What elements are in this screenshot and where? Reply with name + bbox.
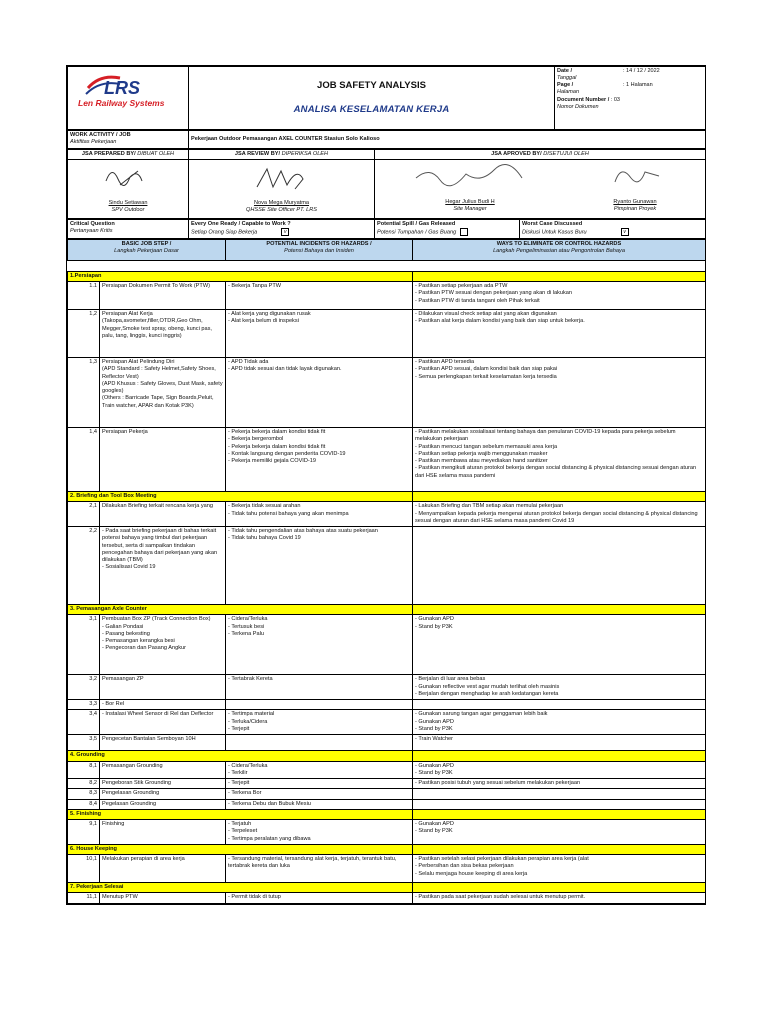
hazard-description: - Cidera/Terluka - Tertusuk besi - Terkena Palu xyxy=(226,615,413,675)
table-row xyxy=(68,761,706,779)
section-title: 2. Briefing dan Tool Box Meeting xyxy=(68,492,413,502)
step-description: Persiapan Alat Kerja (Takopa,avometer,filler,OTDR,Geo Ohm, Megger,Smoke test spray, obeng, kunci pas, palu, tang, linggis, kunci inggris) xyxy=(100,310,226,358)
worst-case-checkbox[interactable]: v xyxy=(621,228,629,236)
control-description xyxy=(413,700,706,710)
title-cell xyxy=(189,67,555,130)
signature-icon xyxy=(605,160,665,196)
work-table xyxy=(67,130,706,149)
section-title: 5. Finishing xyxy=(68,809,413,819)
hazard-description xyxy=(226,735,413,751)
table-row xyxy=(68,358,706,428)
svg-text:Len Railway Systems: Len Railway Systems xyxy=(78,98,165,108)
step-number: 10,1 xyxy=(68,855,100,883)
hazard-description: - Terjatuh - Terpeleset - Tertimpa peralatan yang dibawa xyxy=(226,820,413,845)
date-value: : 14 / 12 / 2022 xyxy=(623,68,660,74)
approved-header: JSA APROVED BY/ DISETUJUI OLEH xyxy=(375,149,706,159)
control-description: - Train Watcher xyxy=(413,735,706,751)
step-number: 1,2 xyxy=(68,310,100,358)
section-header-row xyxy=(68,492,706,502)
step-description: Pengeboran Stik Grounding xyxy=(100,779,226,789)
hazard-description: - Tertabrak Kereta xyxy=(226,675,413,700)
table-row xyxy=(68,789,706,799)
signature-icon xyxy=(410,160,530,196)
step-number: 2,2 xyxy=(68,527,100,605)
step-number: 8,2 xyxy=(68,779,100,789)
section-title-fill xyxy=(413,809,706,819)
section-title: 1.Persiapan xyxy=(68,271,413,281)
hazard-description: - Tidak tahu pengendalian atas bahaya atas suatu pekerjaan - Tidak tahu bahaya Covid 19 xyxy=(226,527,413,605)
hazard-description xyxy=(226,700,413,710)
signature-icon xyxy=(98,161,158,197)
work-sub: Aktifitas Pekerjaan xyxy=(70,139,117,146)
hazard-description: - Tersandung material, tersandung alat kerja, terjatuh, terantuk batu, tertabrak kereta dan luka xyxy=(226,855,413,883)
table-row xyxy=(68,502,706,527)
step-number: 1,3 xyxy=(68,358,100,428)
control-description: - Pastikan melakukan sosialisasi tentang bahaya dan penularan COVID-19 kepada para pekerja sebelum melakukan pekerjaan - Pastikan mencuci tangan sebelum memasuki area kerja - Pastikan setiap pekerja wajib menggunakan masker - Pastikan membawa atau meyediakan hand sanitizer - Pastikan mengikuti aturan protokol bekerja dengan social distancing & physical distancing sesuai dengan aturan dari HSE selama masa pandemi xyxy=(413,428,706,492)
step-number: 11,1 xyxy=(68,893,100,903)
hazard-description: - APD Tidak ada - APD tidak sesuai dan tidak layak digunakan. xyxy=(226,358,413,428)
date-label: Date / xyxy=(557,68,572,74)
review-header: JSA REVIEW BY/ DIPERIKSA OLEH xyxy=(189,149,375,159)
signer-name: Hegar Julius Budi H xyxy=(445,199,495,206)
control-description: - Pastikan posisi tubuh yang sesuai sebelum melakukan pekerjaan xyxy=(413,779,706,789)
page-value: : 1 Halaman xyxy=(623,82,653,89)
ready-checkbox[interactable]: v xyxy=(281,228,289,236)
section-title-fill xyxy=(413,751,706,761)
signer-role: QHSSE Site Officer PT. LRS xyxy=(246,207,317,214)
signer-role: Site Manager xyxy=(453,206,487,213)
table-row xyxy=(68,428,706,492)
section-title-fill xyxy=(413,271,706,281)
control-description: - Berjalan di luar area bebas - Gunakan reflective vest agar mudah terlihat oleh masinis - Berjalan dengan menghadap ke arah kedatangan kereta xyxy=(413,675,706,700)
control-description: - Gunakan sarung tangan agar genggaman lebih baik - Gunakan APD - Stand by P3K xyxy=(413,710,706,735)
step-number: 3,3 xyxy=(68,700,100,710)
svg-text:LRS: LRS xyxy=(104,78,140,98)
step-description: Pengecetan Bantalan Semboyan 10H xyxy=(100,735,226,751)
page-subtitle: ANALISA KESELAMATAN KERJA xyxy=(293,104,450,115)
control-description xyxy=(413,527,706,605)
hazard-description: - Cidera/Terluka - Terkilir xyxy=(226,761,413,779)
section-header-row xyxy=(68,605,706,615)
signer-name: Sindu Setiawan xyxy=(108,200,148,207)
control-description: - Dilakukan visual check setiap alat yang akan digunakan - Pastikan alat kerja dalam kondisi yang baik dan siap untuk bekerja. xyxy=(413,310,706,358)
step-number: 8,4 xyxy=(68,799,100,809)
control-description xyxy=(413,789,706,799)
spill-question: Potential Spill / Gas Released Potensi Tumpahan / Gas Buang xyxy=(375,219,520,238)
step-number: 3,5 xyxy=(68,735,100,751)
step-description: Persiapan Pekerja xyxy=(100,428,226,492)
section-title-fill xyxy=(413,844,706,854)
step-number: 3,1 xyxy=(68,615,100,675)
section-title-fill xyxy=(413,492,706,502)
step-description: Pembuatan Box ZP (Track Connection Box) - Galian Pondasi - Pasang bekesting - Pemasangan kerangka besi - Pengecoran dan Pasang Angkur xyxy=(100,615,226,675)
signer-role: SPV Outdoor xyxy=(111,207,145,214)
questions-table xyxy=(67,219,706,239)
control-description xyxy=(413,799,706,809)
worst-case-question: Worst Case Discussed Diskusi Untuk Kasus Buru v xyxy=(520,219,706,238)
prepared-header: JSA PREPARED BY/ DIBUAT OLEH xyxy=(68,149,189,159)
step-number: 3,4 xyxy=(68,710,100,735)
logo-cell xyxy=(68,67,189,130)
control-description: - Gunakan APD - Stand by P3K xyxy=(413,615,706,675)
hazard-description: - Alat kerja yang digunakan rusak - Alat kerja belum di inspeksi xyxy=(226,310,413,358)
approval-table xyxy=(67,149,706,219)
ready-question: Every One Ready / Capable to Work ? Setiap Orang Siap Bekerja v xyxy=(189,219,375,238)
table-row xyxy=(68,855,706,883)
table-row xyxy=(68,820,706,845)
hazard-description: - Bekerja tidak sesuai arahan - Tidak tahu potensi bahaya yang akan menimpa xyxy=(226,502,413,527)
table-row xyxy=(68,527,706,605)
column-header-step: BASIC JOB STEP / Langkah Pekerjaan Dasar xyxy=(68,239,226,260)
step-description: Persiapan Dokumen Permit To Work (PTW) xyxy=(100,282,226,310)
prepared-signature-cell xyxy=(68,159,189,218)
doc-info-cell xyxy=(555,67,706,130)
section-header-row xyxy=(68,844,706,854)
control-description: - Pastikan setiap pekerjaan ada PTW - Pastikan PTW sesuai dengan pekerjaan yang akan di lakukan - Pastikan PTW di tanda tangani oleh Pihak terkait xyxy=(413,282,706,310)
hazard-description: - Terkena Debu dan Bubuk Mesiu xyxy=(226,799,413,809)
page-label: Page / xyxy=(557,82,574,89)
section-header-row xyxy=(68,751,706,761)
step-number: 2,1 xyxy=(68,502,100,527)
table-row xyxy=(68,675,706,700)
step-description: Finishing xyxy=(100,820,226,845)
control-description: - Pastikan APD tersedia - Pastikan APD sesuai, dalam kondisi baik dan siap pakai - Semua perlengkapan terkait keselamatan kerja tersedia xyxy=(413,358,706,428)
spacer-row xyxy=(68,260,706,271)
step-description: Pegelasan Grounding xyxy=(100,799,226,809)
section-title-fill xyxy=(413,883,706,893)
step-description: Dilakukan Briefing terkait rencana kerja yang xyxy=(100,502,226,527)
table-row xyxy=(68,310,706,358)
hazard-description: - Permit tidak di tutup xyxy=(226,893,413,903)
work-value: Pekerjaan Outdoor Pemasangan AXEL COUNTER Stasiun Solo Kalioso xyxy=(189,131,706,149)
review-signature-cell xyxy=(189,159,375,218)
step-description: - Instalasi Wheel Sensor di Rel dan Deflector xyxy=(100,710,226,735)
hazard-description: - Terjepit xyxy=(226,779,413,789)
docnum-value: : 03 xyxy=(610,96,620,103)
table-row xyxy=(68,282,706,310)
page-title: JOB SAFETY ANALYSIS xyxy=(317,79,426,91)
step-number: 3,2 xyxy=(68,675,100,700)
step-number: 1,4 xyxy=(68,428,100,492)
step-description: - Bor Rel xyxy=(100,700,226,710)
page-sub: Halaman xyxy=(557,89,580,96)
control-description: - Gunakan APD - Stand by P3K xyxy=(413,761,706,779)
signature-icon xyxy=(247,161,317,197)
work-label-cell xyxy=(68,131,189,149)
table-row xyxy=(68,615,706,675)
table-row xyxy=(68,700,706,710)
column-header-control: WAYS TO ELIMINATE OR CONTROL HAZARDS Langkah Pengeliminasian atau Pengontrolan Bahaya xyxy=(413,239,706,260)
section-title: 7. Pekerjaan Selesai xyxy=(68,883,413,893)
table-row xyxy=(68,710,706,735)
section-header-row xyxy=(68,271,706,281)
table-row xyxy=(68,735,706,751)
hazard-description: - Tertimpa material - Terluka/Cidera - Terjepit xyxy=(226,710,413,735)
column-header-hazard: POTENTIAL INCIDENTS OR HAZARDS / Potensi Bahaya dan Insiden xyxy=(226,239,413,260)
step-description: Pemasangan Grounding xyxy=(100,761,226,779)
step-number: 8,1 xyxy=(68,761,100,779)
control-description: - Pastikan pada saat pekerjaan sudah selesai untuk menutup permit. xyxy=(413,893,706,903)
company-logo xyxy=(70,68,186,128)
header-table xyxy=(67,66,706,130)
hazard-description: - Bekerja Tanpa PTW xyxy=(226,282,413,310)
table-row xyxy=(68,893,706,903)
jsa-sheet xyxy=(66,65,706,905)
section-header-row xyxy=(68,883,706,893)
step-number: 1.1 xyxy=(68,282,100,310)
step-description: - Pada saat briefing pekerjaan di bahas terkait potensi bahaya yang timbul dari pekerjaan tersebut, serta di sampaikan tindakan pencegahan bahaya dari pekerjaan yang akan dilakukan (TBM) - Sosialisasi Covid 19 xyxy=(100,527,226,605)
control-description: - Lakukan Briefing dan TBM setiap akan memulai pekerjaan - Menyampaikan kepada pekerja mengenai aturan protokol bekerja dengan social distancing & physical distancing sesuai dengan aturan dari HSE selama masa pandemi Covid 19 xyxy=(413,502,706,527)
control-description: - Gunakan APD - Stand by P3K xyxy=(413,820,706,845)
control-description: - Pastikan setelah selasi pekerjaan dilakukan perapian area kerja (alat - Perbersihan dan sisa bekas pekerjaan - Selalu menjaga house keeping di area kerja xyxy=(413,855,706,883)
date-sub: Tanggal xyxy=(557,75,577,82)
docnum-label: Document Number / xyxy=(557,96,610,103)
section-title: 3. Pemasangan Axle Counter xyxy=(68,605,413,615)
table-row xyxy=(68,779,706,789)
column-header-row xyxy=(68,239,706,260)
work-label: WORK ACTIVITY / JOB xyxy=(70,132,131,138)
step-number: 9,1 xyxy=(68,820,100,845)
hazard-description: - Pekerja bekerja dalam kondisi tidak fit - Bekerja bergerombol - Pekerja bekerja dalam kondisi tidak fit - Kontak langsung dengan penderita COVID-19 - Pekerja memiliki gejala COVID-19 xyxy=(226,428,413,492)
approved-signature-cell xyxy=(375,159,706,218)
step-description: Pemasangan ZP xyxy=(100,675,226,700)
step-number: 8,3 xyxy=(68,789,100,799)
hazard-description: - Terkena Bor xyxy=(226,789,413,799)
section-title: 4. Grounding xyxy=(68,751,413,761)
spill-checkbox[interactable] xyxy=(460,228,468,236)
section-header-row xyxy=(68,809,706,819)
step-description: Menutup PTW xyxy=(100,893,226,903)
docnum-sub: Nomor Dokumen xyxy=(557,103,599,110)
section-title: 6. House Keeping xyxy=(68,844,413,854)
step-description: Pengelasan Grounding xyxy=(100,789,226,799)
step-description: Persiapan Alat Pelindung Diri (APD Standard : Safety Helmet,Safety Shoes, Reflector Vest) (APD Khusus : Safety Gloves, Dust Mask, safety googles) (Others : Barricade Tape, Sign Boards,Peluit, Train watcher, APAR dan Kotak P3K) xyxy=(100,358,226,428)
table-row xyxy=(68,799,706,809)
lrs-logo-icon xyxy=(70,68,180,112)
signer-name: Ryanto Gunawan xyxy=(613,199,657,206)
signer-role: Pimpinan Proyek xyxy=(613,206,657,213)
section-title-fill xyxy=(413,605,706,615)
critical-question: Critical Question Pertanyaan Kritis xyxy=(68,219,189,238)
step-description: Melakukan perapian di area kerja xyxy=(100,855,226,883)
signer-name: Nova Mega Muryatma xyxy=(253,200,310,207)
jsa-body-table xyxy=(67,239,706,904)
